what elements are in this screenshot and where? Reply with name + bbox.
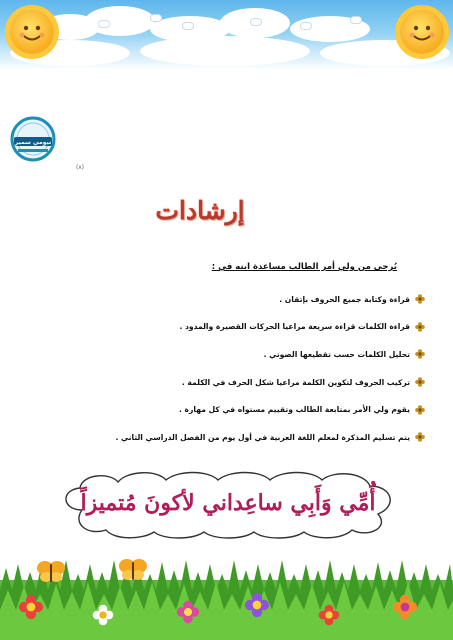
page-title: إرشادات [155,196,245,225]
page-number: (٨) [76,164,84,171]
cloud-decoration [85,6,155,36]
cloud-decoration [140,36,310,66]
sheep-icon [250,18,262,26]
list-item [25,347,425,361]
instruction-text: يتم تسليم المذكرة لمعلم اللغة العربية في أول يوم من الفصل الدراسي الثاني . [115,432,410,442]
teacher-badge-logo [10,116,56,162]
smiling-sun-icon [400,10,444,54]
instruction-text: قراءة الكلمات قراءة سريعة مراعيا الحركات القصيرة والمدود . [179,322,410,332]
instruction-text: يقوم ولي الأمر بمتابعة الطالب وتقييم مستواه في كل مهارة . [179,405,410,415]
sheep-icon [98,20,110,28]
sky-border [0,0,453,70]
flower-bullet-icon [415,294,425,304]
list-item [25,320,425,334]
svg-text:نيومي سمير: نيومي سمير [14,139,52,146]
instructions-list [25,292,425,458]
flower-icon [392,594,418,620]
flower-icon [244,592,270,618]
list-item [25,403,425,417]
butterfly-icon [36,560,66,584]
instruction-text: تركيب الحروف لتكوين الكلمة مراعيا شكل الحرف في الكلمة . [181,377,410,387]
smiling-sun-icon [10,10,54,54]
sheep-icon [150,14,162,22]
list-item [25,292,425,306]
flower-bullet-icon [415,432,425,442]
flower-icon [318,604,340,626]
flower-icon [18,594,44,620]
butterfly-icon [118,558,148,582]
grass-border [0,560,453,640]
sheep-icon [350,16,362,24]
intro-line: يُرجى من ولي أمر الطالب مساعدة ابنه في : [211,262,397,272]
list-item [25,430,425,444]
flower-bullet-icon [415,322,425,332]
flower-icon [92,604,114,626]
sheep-icon [300,22,312,30]
sheep-icon [182,22,194,30]
list-item [25,375,425,389]
motto-text: أُمِّي وَأَبِي ساعِداني لأكونَ مُتميزاً [80,490,376,516]
flower-bullet-icon [415,349,425,359]
flower-bullet-icon [415,405,425,415]
instruction-text: قراءة وكتابة جميع الحروف بإتقان . [279,294,410,304]
instruction-text: تحليل الكلمات حسب تقطيعها الصوتي . [263,349,410,359]
flower-bullet-icon [415,377,425,387]
flower-icon [176,600,200,624]
